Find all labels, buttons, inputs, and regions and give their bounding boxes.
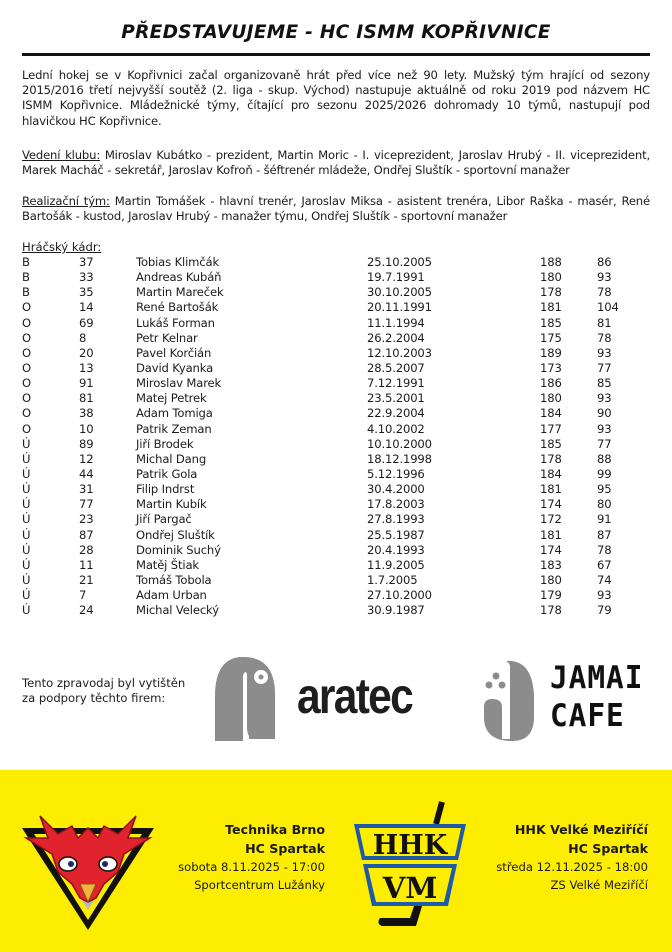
- player-weight: 104: [597, 300, 619, 315]
- player-name: Andreas Kubáň: [136, 270, 222, 285]
- player-position: Ú: [22, 497, 31, 512]
- player-weight: 99: [597, 466, 612, 481]
- intro-paragraph: Lední hokej se v Kopřivnici začal organizovaně hrát před více než 90 lety. Mužský tým hrající od sezony 2015/2016 třetí nejvyšší soutěž (2. liga - skup. Východ) nastupuje aktuálně od roku 2019 pod názvem HC ISMM Kopřivnice. Mládežnické týmy, čítající pro sezonu 2025/2026 dohromady 10 týmů, nastupují pod hlavičkou HC Kopřivnice.: [22, 68, 650, 128]
- player-position: Ú: [22, 512, 31, 527]
- player-height: 188: [540, 255, 562, 269]
- management-label: Vedení klubu:: [22, 148, 101, 162]
- player-birthdate: 30.9.1987: [367, 603, 425, 618]
- player-birthdate: 20.11.1991: [367, 300, 432, 315]
- player-birthdate: 23.5.2001: [367, 391, 425, 406]
- player-weight: 78: [597, 285, 612, 300]
- roster-row: [0, 285, 672, 300]
- player-birthdate: 10.10.2000: [367, 436, 432, 451]
- player-weight: 80: [597, 497, 612, 512]
- player-name: Patrik Gola: [136, 466, 198, 481]
- player-height: 185: [540, 436, 562, 451]
- player-height: 178: [540, 285, 562, 300]
- roster-row: [0, 376, 672, 391]
- player-height: 180: [540, 391, 562, 406]
- roster-row: [0, 406, 672, 421]
- player-birthdate: 28.5.2007: [367, 360, 425, 375]
- player-weight: 85: [597, 376, 612, 391]
- player-number: 20: [79, 345, 94, 360]
- player-position: B: [22, 255, 30, 269]
- roster-row: [0, 452, 672, 467]
- staff-label: Realizační tým:: [22, 194, 110, 208]
- player-name: Martin Kubík: [136, 497, 207, 512]
- player-number: 7: [79, 588, 87, 603]
- player-weight: 95: [597, 482, 612, 497]
- player-name: Patrik Zeman: [136, 421, 212, 436]
- player-birthdate: 17.8.2003: [367, 497, 425, 512]
- player-name: Michal Velecký: [136, 603, 219, 618]
- roster-row: [0, 331, 672, 346]
- player-number: 89: [79, 436, 94, 451]
- player-height: 177: [540, 421, 562, 436]
- player-position: O: [22, 300, 31, 315]
- roster-row: [0, 497, 672, 512]
- player-position: O: [22, 360, 31, 375]
- player-position: Ú: [22, 588, 31, 603]
- player-weight: 81: [597, 315, 612, 330]
- aratec-logo: [213, 655, 443, 741]
- player-position: Ú: [22, 557, 31, 572]
- management-paragraph: [22, 148, 650, 178]
- cafe-wordmark: CAFE: [550, 698, 625, 734]
- match-card-2: [448, 820, 648, 894]
- player-number: 81: [79, 391, 94, 406]
- player-weight: 93: [597, 421, 612, 436]
- player-weight: 78: [597, 542, 612, 557]
- player-weight: 67: [597, 557, 612, 572]
- roster-row: [0, 316, 672, 331]
- player-name: Martin Mareček: [136, 285, 224, 300]
- match-2-datetime: středa 12.11.2025 - 18:00: [496, 860, 648, 874]
- player-weight: 88: [597, 451, 612, 466]
- player-position: Ú: [22, 482, 31, 497]
- jamai-cafe-logo-icon: [480, 655, 540, 745]
- player-number: 38: [79, 406, 94, 421]
- player-position: O: [22, 406, 31, 421]
- roster-row: [0, 528, 672, 543]
- match-card-1: [125, 820, 325, 894]
- jamai-cafe-logo: [480, 655, 660, 745]
- player-height: 178: [540, 603, 562, 618]
- player-number: 11: [79, 557, 94, 572]
- player-height: 181: [540, 482, 562, 497]
- match-2-away-team: HC Spartak: [568, 841, 648, 856]
- staff-paragraph: [22, 194, 650, 224]
- roster-row: [0, 255, 672, 270]
- player-height: 181: [540, 300, 562, 315]
- player-name: Michal Dang: [136, 451, 207, 466]
- player-height: 174: [540, 542, 562, 557]
- player-name: Matěj Štiak: [136, 557, 199, 572]
- player-height: 181: [540, 527, 562, 542]
- player-height: 185: [540, 315, 562, 330]
- player-weight: 93: [597, 588, 612, 603]
- player-number: 21: [79, 572, 94, 587]
- player-position: O: [22, 330, 31, 345]
- player-height: 174: [540, 497, 562, 512]
- match-1-home-team: Technika Brno: [225, 822, 325, 837]
- roster-row: [0, 573, 672, 588]
- player-position: Ú: [22, 572, 31, 587]
- player-height: 180: [540, 572, 562, 587]
- player-position: Ú: [22, 436, 31, 451]
- player-height: 172: [540, 512, 562, 527]
- player-birthdate: 30.10.2005: [367, 285, 432, 300]
- player-number: 87: [79, 527, 94, 542]
- match-1-venue: Sportcentrum Lužánky: [194, 878, 325, 892]
- player-name: Jiří Brodek: [136, 436, 194, 451]
- player-position: O: [22, 345, 31, 360]
- player-weight: 79: [597, 603, 612, 618]
- player-number: 28: [79, 542, 94, 557]
- player-birthdate: 22.9.2004: [367, 406, 425, 421]
- player-number: 44: [79, 466, 94, 481]
- roster-row: [0, 482, 672, 497]
- player-height: 180: [540, 270, 562, 285]
- player-birthdate: 26.2.2004: [367, 330, 425, 345]
- player-name: Petr Kelnar: [136, 330, 198, 345]
- player-name: Miroslav Marek: [136, 376, 222, 391]
- player-weight: 93: [597, 345, 612, 360]
- player-name: Pavel Korčián: [136, 345, 212, 360]
- player-name: Matej Petrek: [136, 391, 207, 406]
- player-height: 189: [540, 345, 562, 360]
- player-number: 35: [79, 285, 94, 300]
- player-name: Tobias Klimčák: [136, 255, 220, 269]
- player-name: Ondřej Sluštík: [136, 527, 215, 542]
- player-position: O: [22, 315, 31, 330]
- upcoming-matches-banner: [0, 770, 672, 952]
- player-birthdate: 30.4.2000: [367, 482, 425, 497]
- player-weight: 90: [597, 406, 612, 421]
- player-birthdate: 12.10.2003: [367, 345, 432, 360]
- player-number: 77: [79, 497, 94, 512]
- sponsor-note: Tento zpravodaj byl vytištěn za podpory těchto firem:: [22, 676, 186, 705]
- player-weight: 77: [597, 436, 612, 451]
- player-position: B: [22, 270, 30, 285]
- roster-row: [0, 543, 672, 558]
- roster-table: [0, 255, 672, 618]
- player-number: 8: [79, 330, 87, 345]
- player-height: 173: [540, 360, 562, 375]
- player-weight: 93: [597, 391, 612, 406]
- player-number: 24: [79, 603, 94, 618]
- roster-row: [0, 467, 672, 482]
- roster-row: [0, 391, 672, 406]
- player-weight: 78: [597, 330, 612, 345]
- player-birthdate: 25.5.1987: [367, 527, 425, 542]
- match-1-away-team: HC Spartak: [245, 841, 325, 856]
- player-birthdate: 11.9.2005: [367, 557, 425, 572]
- roster-row: [0, 361, 672, 376]
- player-name: Dominik Suchý: [136, 542, 221, 557]
- player-position: Ú: [22, 466, 31, 481]
- jamai-wordmark: JAMAI: [550, 660, 644, 696]
- roster-row: [0, 512, 672, 527]
- player-number: 14: [79, 300, 94, 315]
- player-height: 178: [540, 451, 562, 466]
- player-number: 31: [79, 482, 94, 497]
- player-birthdate: 25.10.2005: [367, 255, 432, 269]
- roster-row: [0, 270, 672, 285]
- player-height: 186: [540, 376, 562, 391]
- player-name: David Kyanka: [136, 360, 214, 375]
- player-weight: 74: [597, 572, 612, 587]
- player-name: Adam Urban: [136, 588, 207, 603]
- player-position: O: [22, 376, 31, 391]
- player-position: Ú: [22, 451, 31, 466]
- player-birthdate: 11.1.1994: [367, 315, 425, 330]
- player-number: 23: [79, 512, 94, 527]
- management-text: Miroslav Kubátko - prezident, Martin Moric - I. viceprezident, Jaroslav Hrubý - II. viceprezident, Marek Macháč - sekretář, Jaroslav Kofroň - šéftrenér mládeže, Ondřej Sluštík - sportovní manažer: [22, 148, 651, 178]
- player-birthdate: 27.8.1993: [367, 512, 425, 527]
- roster-row: [0, 603, 672, 618]
- player-position: O: [22, 391, 31, 406]
- player-weight: 77: [597, 360, 612, 375]
- player-name: René Bartošák: [136, 300, 219, 315]
- player-birthdate: 4.10.2002: [367, 421, 425, 436]
- page-title: PŘEDSTAVUJEME - HC ISMM KOPŘIVNICE: [121, 22, 551, 43]
- player-height: 184: [540, 406, 562, 421]
- player-birthdate: 20.4.1993: [367, 542, 425, 557]
- player-name: Lukáš Forman: [136, 315, 215, 330]
- roster-row: [0, 558, 672, 573]
- player-name: Tomáš Tobola: [136, 572, 212, 587]
- player-position: B: [22, 285, 30, 300]
- roster-row: [0, 346, 672, 361]
- player-weight: 87: [597, 527, 612, 542]
- player-birthdate: 5.12.1996: [367, 466, 425, 481]
- player-weight: 93: [597, 270, 612, 285]
- roster-row: [0, 300, 672, 315]
- player-position: Ú: [22, 527, 31, 542]
- hhk-logo-text: HHK: [372, 830, 448, 861]
- player-weight: 86: [597, 255, 612, 269]
- title-divider: [22, 53, 650, 56]
- roster-heading: Hráčský kádr:: [22, 240, 102, 254]
- player-birthdate: 18.12.1998: [367, 451, 432, 466]
- roster-row: [0, 422, 672, 437]
- player-birthdate: 19.7.1991: [367, 270, 425, 285]
- player-birthdate: 27.10.2000: [367, 588, 432, 603]
- roster-row: [0, 437, 672, 452]
- player-number: 37: [79, 255, 94, 269]
- match-1-datetime: sobota 8.11.2025 - 17:00: [178, 860, 325, 874]
- player-name: Filip Indrst: [136, 482, 195, 497]
- player-number: 12: [79, 451, 94, 466]
- vm-logo-text: VM: [382, 871, 438, 905]
- player-number: 10: [79, 421, 94, 436]
- player-birthdate: 7.12.1991: [367, 376, 425, 391]
- player-position: Ú: [22, 603, 31, 618]
- player-height: 184: [540, 466, 562, 481]
- roster-row: [0, 588, 672, 603]
- player-height: 183: [540, 557, 562, 572]
- match-2-venue: ZS Velké Meziříčí: [550, 878, 648, 892]
- player-name: Adam Tomiga: [136, 406, 213, 421]
- player-number: 91: [79, 376, 94, 391]
- player-height: 179: [540, 588, 562, 603]
- player-number: 13: [79, 360, 94, 375]
- player-weight: 91: [597, 512, 612, 527]
- player-number: 33: [79, 270, 94, 285]
- player-position: O: [22, 421, 31, 436]
- aratec-logo-icon: [213, 655, 277, 741]
- player-number: 69: [79, 315, 94, 330]
- aratec-wordmark: aratec: [297, 668, 413, 724]
- match-2-home-team: HHK Velké Meziříčí: [514, 822, 648, 837]
- player-position: Ú: [22, 542, 31, 557]
- staff-text: Martin Tomášek - hlavní trenér, Jaroslav Miksa - asistent trenéra, Libor Raška - masér, René Bartošák - kustod, Jaroslav Hrubý - manažer týmu, Ondřej Sluštík - sportovní manažer: [22, 194, 650, 224]
- player-name: Jiří Pargač: [136, 512, 192, 527]
- player-height: 175: [540, 330, 562, 345]
- player-birthdate: 1.7.2005: [367, 572, 418, 587]
